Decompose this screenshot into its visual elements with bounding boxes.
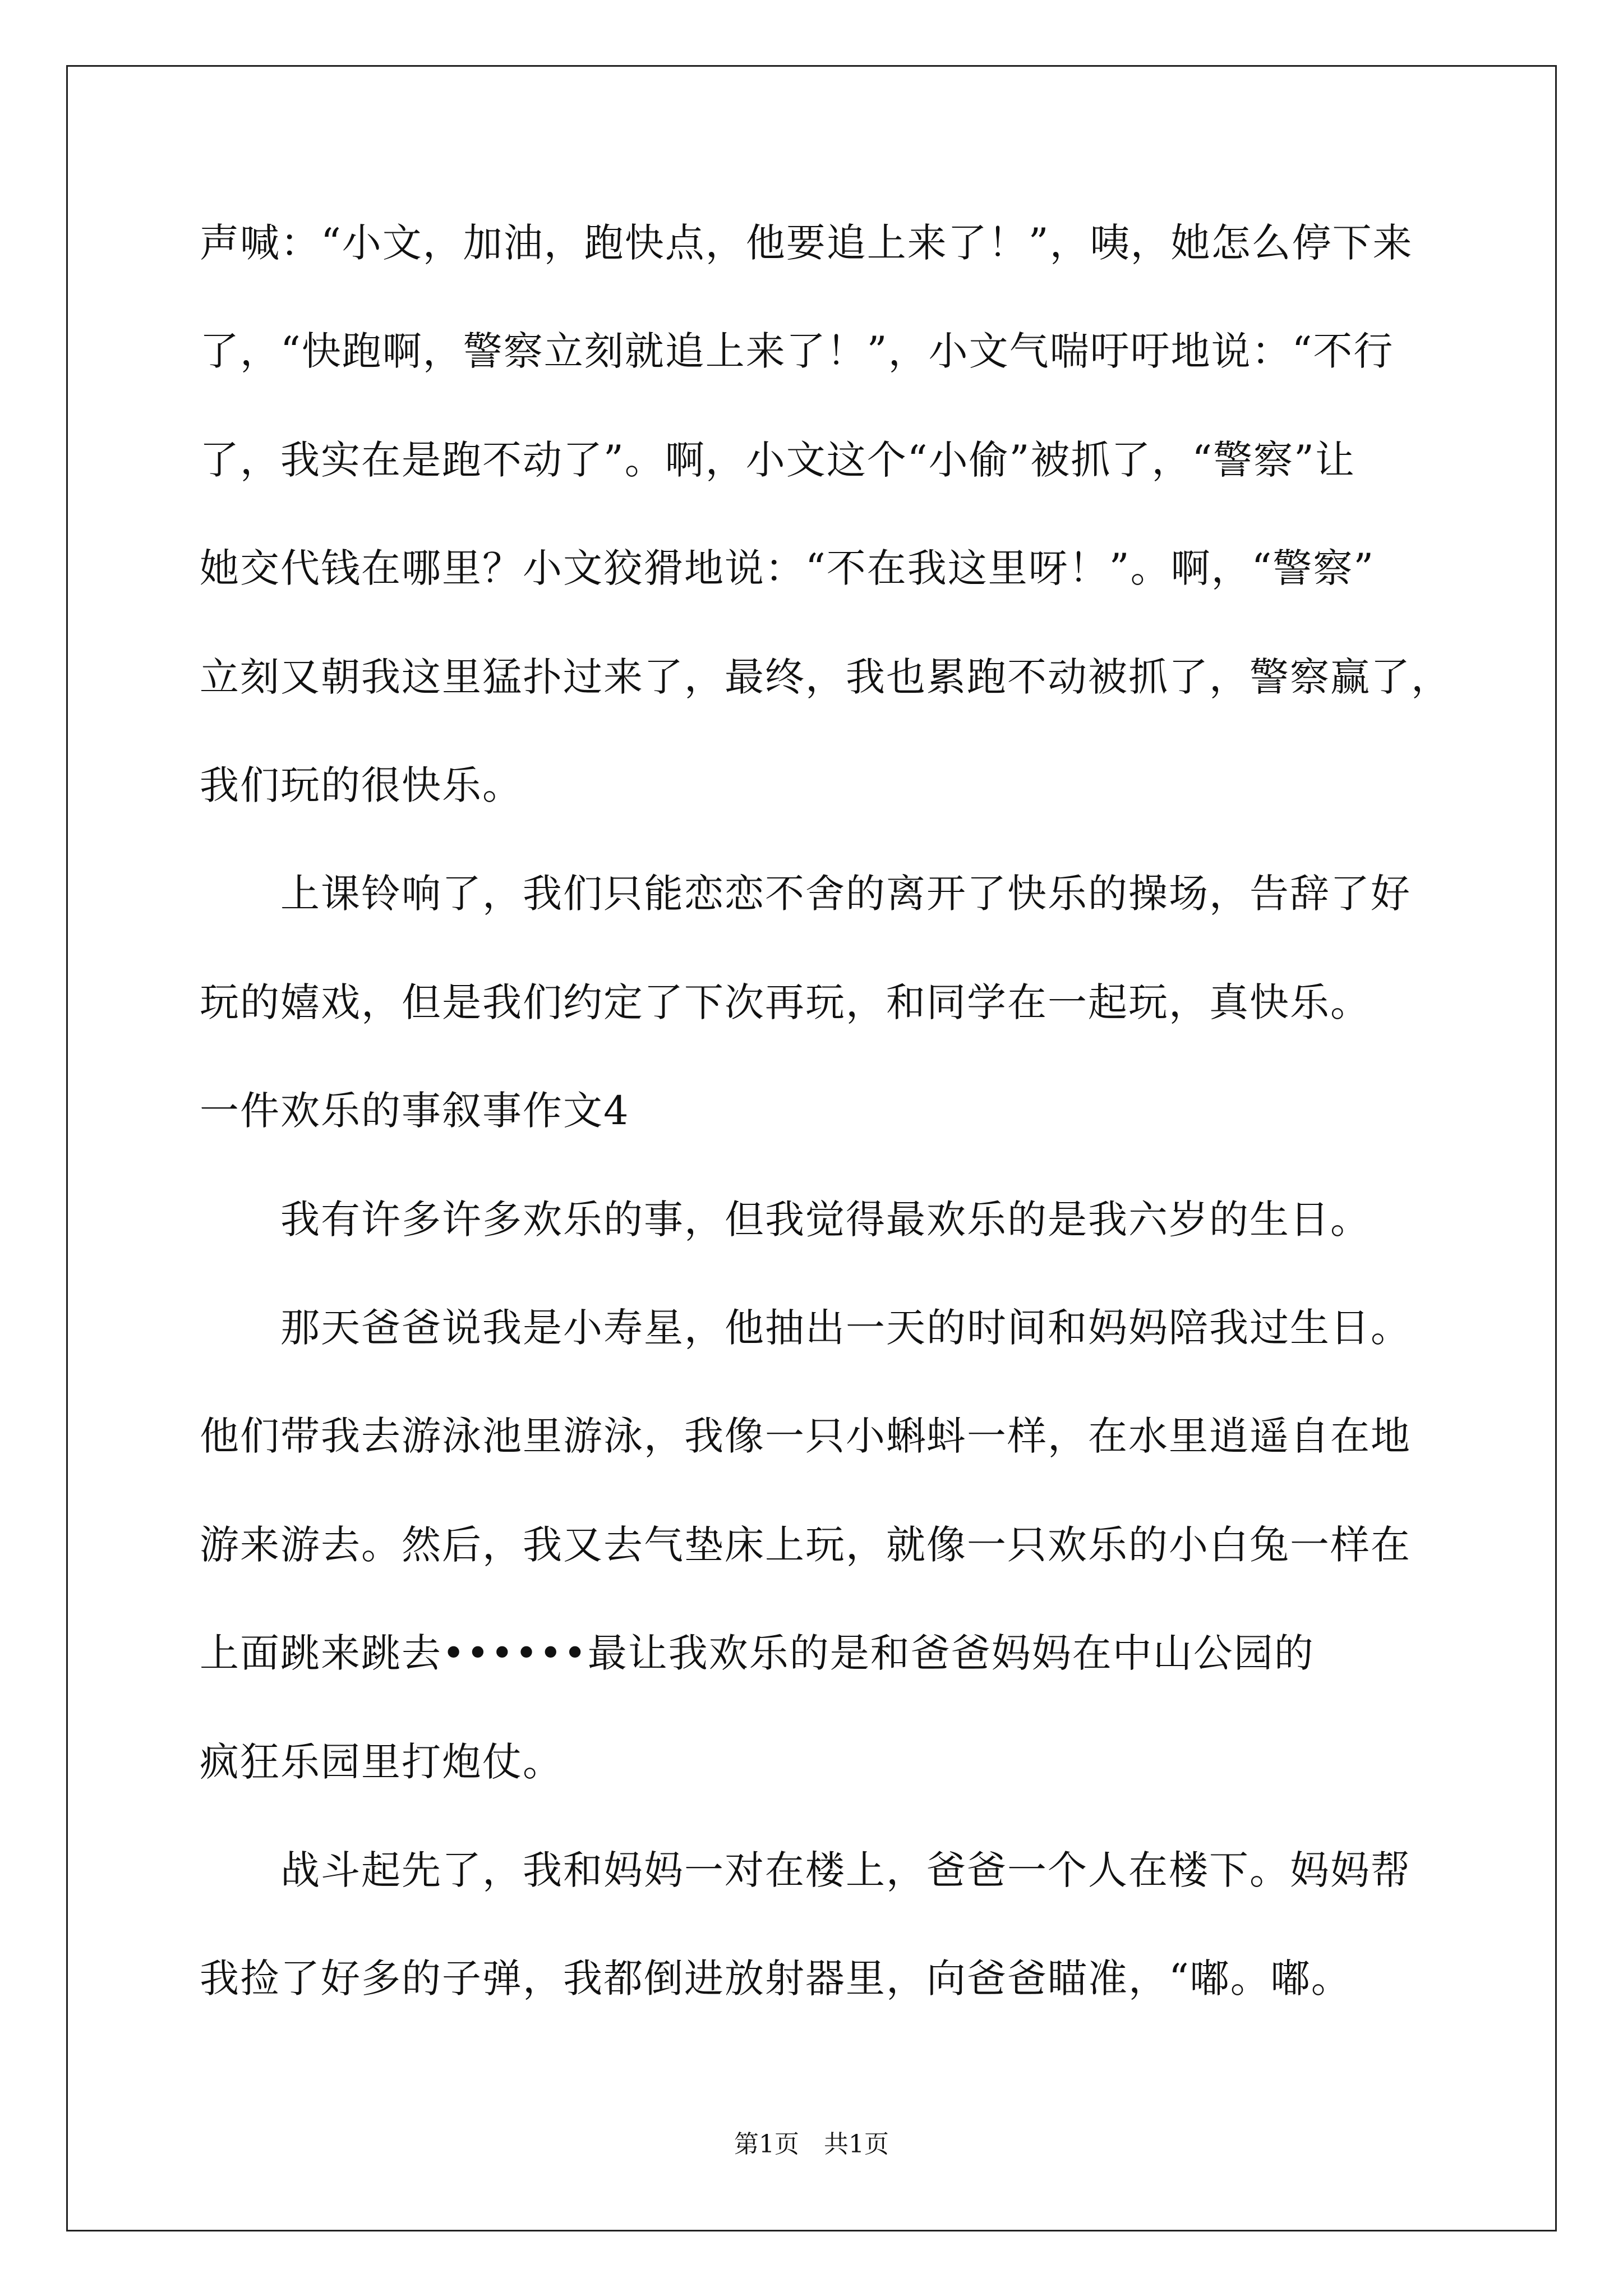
text-line: 立刻又朝我这里猛扑过来了，最终，我也累跑不动被抓了，警察赢了， [200,654,1451,700]
text-line: 声喊：“小文，加油，跑快点，他要追上来了！”，咦，她怎么停下来 [200,220,1413,266]
text-line: 她交代钱在哪里？小文狡猾地说：“不在我这里呀！”。啊，“警察” [200,545,1375,591]
text-line: 我有许多许多欢乐的事，但我觉得最欢乐的是我六岁的生日。 [200,1197,1371,1243]
page-number: 第1页 共1页 [734,2130,889,2159]
text-line: 我们玩的很快乐。 [200,762,523,808]
page-border [66,65,1557,2231]
text-line: 玩的嬉戏，但是我们约定了下次再玩，和同学在一起玩，真快乐。 [200,979,1371,1025]
text-line: 我捡了好多的子弹，我都倒进放射器里，向爸爸瞄准，“嘟。嘟。 [200,1955,1352,2001]
text-line: 游来游去。然后，我又去气垫床上玩，就像一只欢乐的小白兔一样在 [200,1522,1411,1568]
text-line: 战斗起先了，我和妈妈一对在楼上，爸爸一个人在楼下。妈妈帮 [200,1847,1411,1893]
text-line: 他们带我去游泳池里游泳，我像一只小蝌蚪一样，在水里逍遥自在地 [200,1413,1411,1459]
text-line: 疯狂乐园里打炮仗。 [200,1739,563,1785]
section-heading: 一件欢乐的事叙事作文4 [200,1088,630,1134]
text-line: 了，我实在是跑不动了”。啊，小文这个“小偷”被抓了，“警察”让 [200,437,1355,483]
text-line: 上课铃响了，我们只能恋恋不舍的离开了快乐的操场，告辞了好 [200,871,1411,917]
text-line: 那天爸爸说我是小寿星，他抽出一天的时间和妈妈陪我过生日。 [200,1305,1411,1351]
text-line: 了，“快跑啊，警察立刻就追上来了！”，小文气喘吁吁地说：“不行 [200,328,1394,374]
text-line: 上面跳来跳去••••••最让我欢乐的是和爸爸妈妈在中山公园的 [200,1630,1315,1676]
